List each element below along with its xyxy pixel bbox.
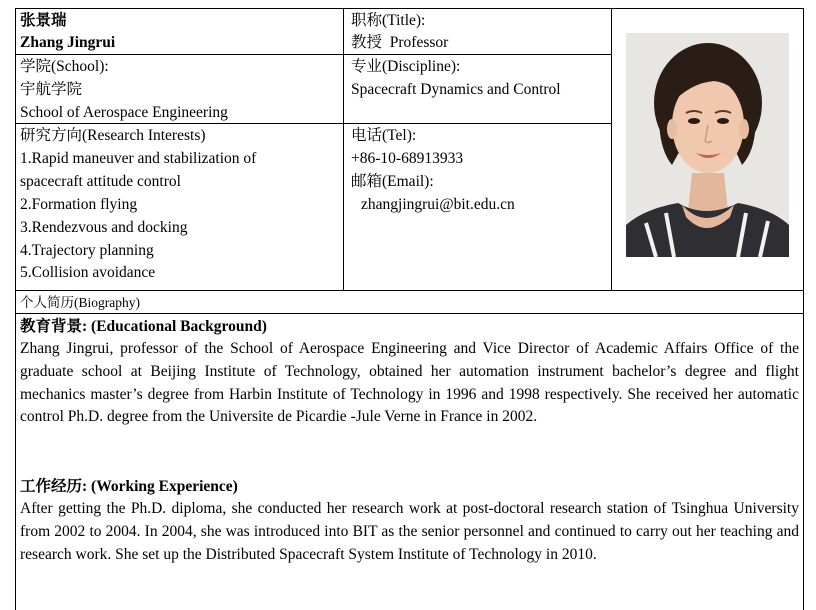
work-heading: 工作经历: (Working Experience) [20, 478, 238, 495]
title-value: 教授 Professor [351, 34, 449, 51]
portrait-photo [626, 33, 789, 257]
research-item: 1.Rapid maneuver and stabilization of [20, 150, 257, 167]
research-label: 研究方向(Research Interests) [20, 127, 206, 144]
research-item: spacecraft attitude control [20, 173, 181, 190]
school-label: 学院(School): [20, 58, 109, 75]
work-text: After getting the Ph.D. diploma, she conducted her research work at post-doctoral research station of Tsinghua University from 2002 to 2004. In 2004, she was introduced into BIT as the senior personnel and continued to carry out her teaching and research work. She set up the Distributed Spacecraft System Institute of Technology in 2010. [20, 500, 799, 563]
discipline-value: Spacecraft Dynamics and Control [351, 81, 561, 98]
tel-label: 电话(Tel): [351, 127, 417, 144]
discipline-label: 专业(Discipline): [351, 58, 461, 75]
email-label: 邮箱(Email): [351, 173, 434, 190]
border-left [15, 8, 16, 610]
name-cn: 张景瑞 [20, 12, 67, 29]
research-item: 2.Formation flying [20, 196, 138, 213]
biography-label: 个人简历(Biography) [20, 295, 140, 310]
research-item: 3.Rendezvous and docking [20, 219, 188, 236]
school-en: School of Aerospace Engineering [20, 104, 228, 121]
research-item: 4.Trajectory planning [20, 242, 154, 259]
divider-col-1 [343, 8, 344, 291]
research-item: 5.Collision avoidance [20, 264, 156, 281]
divider-col-2 [611, 8, 612, 291]
name-en: Zhang Jingrui [20, 34, 116, 51]
school-cn: 宇航学院 [20, 81, 83, 98]
email-value: zhangjingrui@bit.edu.cn [361, 196, 515, 213]
education-text: Zhang Jingrui, professor of the School of Aerospace Engineering and Vice Director of Academic Affairs Office of the graduate school at Beijing Institute of Technology, obtained her automation instrument bachelor’s degree and flight mechanics master’s degree from Harbin Institute of Technology in 1996 and 1998 respectively. She received her automatic control Ph.D. degree from the Universite de Picardie -Jule Verne in France in 2002. [20, 340, 799, 426]
border-right [803, 8, 804, 610]
title-label: 职称(Title): [351, 12, 426, 29]
education-heading: 教育背景: (Educational Background) [20, 318, 267, 335]
tel-value: +86-10-68913933 [351, 150, 464, 167]
